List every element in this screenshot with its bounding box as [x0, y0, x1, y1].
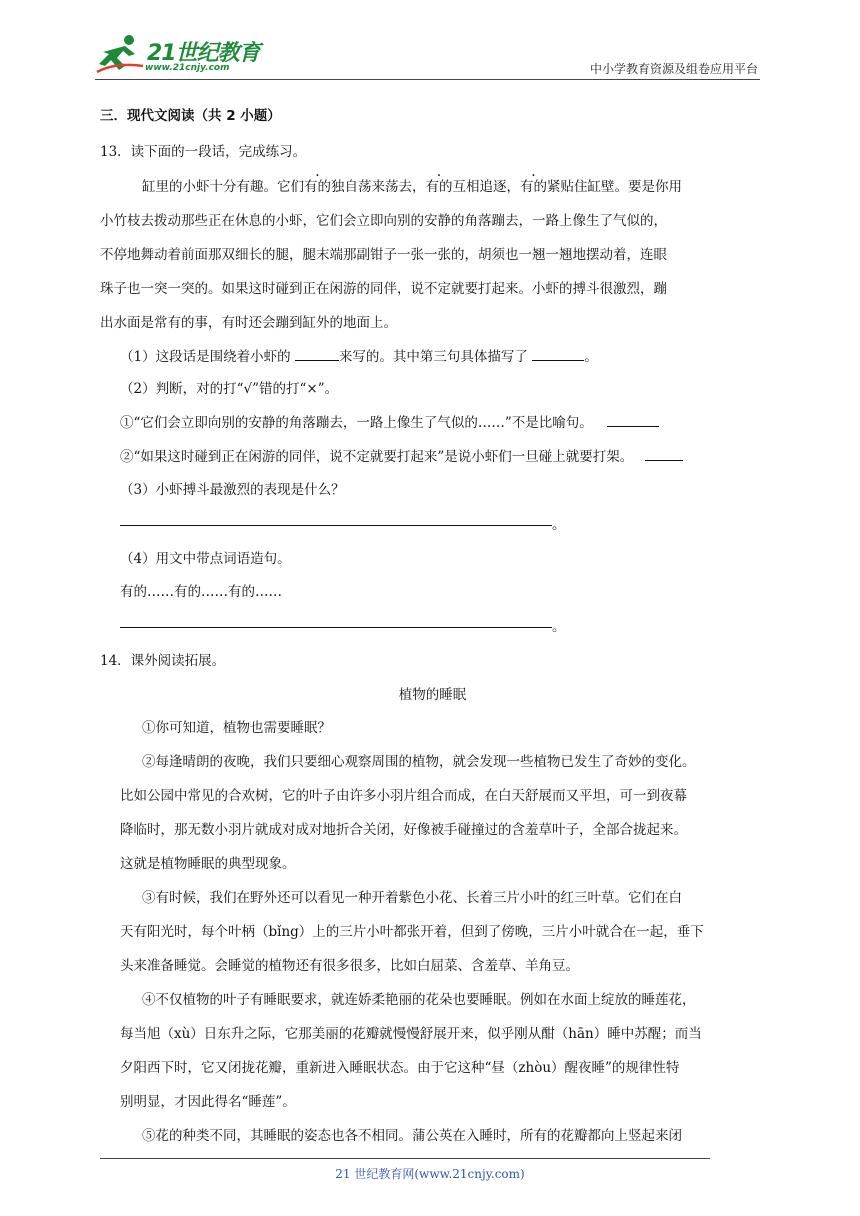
text: （1）这段话是围绕着小虾的	[120, 349, 295, 365]
answer-blank[interactable]	[295, 348, 339, 361]
q14-line: ⑤花的种类不同，其睡眠的姿态也各不相同。蒲公英在入睡时，所有的花瓣都向上竖起来闭	[142, 1128, 682, 1144]
period: 。	[552, 517, 566, 533]
q14-line: ③有时候，我们在野外还可以看见一种开着紫色小花、长着三片小叶的红三叶草。它们在白	[142, 890, 682, 906]
q14-title: 植物的睡眠	[398, 687, 467, 703]
footer-divider	[100, 1158, 710, 1159]
q14-line: 别明显，才因此得名“睡莲”。	[120, 1094, 296, 1110]
text: ②“如果这时碰到正在闲游的同伴，说不定就要打起来”是说小虾们一旦碰上就要打架。	[120, 449, 634, 465]
footer-link[interactable]: 21 世纪教育网(www.21cnjy.com)	[335, 1167, 525, 1181]
page-header	[95, 32, 760, 80]
header-divider	[95, 79, 760, 80]
q13-prompt: 13．读下面的一段话，完成练习。	[100, 144, 307, 160]
q13-sub2: （2）判断，对的打“√”错的打“×”。	[120, 381, 339, 397]
answer-blank[interactable]	[645, 448, 683, 461]
q13-passage-line-3: 不停地舞动着前面那双细长的腿，腿末端那副钳子一张一张的，胡须也一翘一翘地摆动着，连眼	[100, 247, 667, 263]
q14-line: 比如公园中常见的合欢树，它的叶子由许多小羽片组合而成，在白天舒展而又平坦，可一到夜幕	[120, 788, 687, 804]
q14-line: ②每逢晴朗的夜晚，我们只要细心观察周围的植物，就会发现一些植物已发生了奇妙的变化。	[142, 754, 696, 770]
q13-sub4-pattern: 有的……有的……有的……	[120, 584, 282, 600]
text: 来写的。其中第三句具体描写了	[338, 349, 533, 365]
dotted-word: 有的	[520, 179, 547, 195]
q14-line: 每当旭（xù）日东升之际，它那美丽的花瓣就慢慢舒展开来，似乎刚从酣（hān）睡中苏醒；而当	[120, 1026, 702, 1042]
runner-logo-icon	[95, 32, 145, 76]
q13-sub4: （4）用文中带点词语造句。	[120, 551, 291, 567]
period: 。	[552, 619, 566, 635]
q14-line: 头来准备睡觉。会睡觉的植物还有很多很多，比如白屈菜、含羞草、羊角豆。	[120, 958, 579, 974]
section-title: 三．现代文阅读（共 2 小题）	[100, 108, 281, 124]
q14-line: 这就是植物睡眠的典型现象。	[120, 856, 296, 872]
q14-line: 天有阳光时，每个叶柄（bǐng）上的三片小叶都张开着，但到了傍晚，三片小叶就合在一起，垂下	[120, 924, 704, 940]
q14-prompt: 14．课外阅读拓展。	[100, 653, 226, 669]
text: 。	[584, 349, 598, 365]
logo-url: www.21cnjy.com	[145, 63, 230, 73]
answer-line[interactable]	[120, 627, 552, 628]
q14-line: 夕阳西下时，它又闭拢花瓣，重新进入睡眠状态。由于它这种“昼（zhòu）醒夜睡”的规律性特	[120, 1060, 680, 1076]
answer-blank[interactable]	[607, 414, 659, 427]
text: 互相追逐，	[452, 179, 520, 195]
logo-text: 21世纪教育	[147, 41, 260, 66]
q13-passage-line-1	[142, 175, 682, 195]
text: 独自荡来荡去，	[331, 179, 426, 195]
q13-sub1	[120, 345, 598, 365]
q13-sub2-item1	[120, 411, 659, 431]
q14-line: 降临时，那无数小羽片就成对成对地折合关闭，好像被手碰撞过的含羞草叶子，全部合拢起来。	[120, 822, 687, 838]
answer-line[interactable]	[120, 525, 552, 526]
q14-line: ④不仅植物的叶子有睡眠要求，就连娇柔艳丽的花朵也要睡眠。例如在水面上绽放的睡莲花，	[142, 992, 696, 1008]
platform-label: 中小学教育资源及组卷应用平台	[589, 62, 758, 76]
text: 缸里的小虾十分有趣。它们	[142, 179, 304, 195]
q13-passage-line-2: 小竹枝去拨动那些正在休息的小虾，它们会立即向别的安静的角落蹦去，一路上像生了气似的，	[100, 213, 667, 229]
logo	[95, 32, 265, 76]
q13-sub3: （3）小虾搏斗最激烈的表现是什么？	[120, 482, 345, 498]
dotted-word: 有的	[425, 179, 453, 195]
text: 紧贴住缸壁。要是你用	[547, 179, 682, 195]
q13-sub2-item2	[120, 445, 683, 465]
answer-blank[interactable]	[532, 348, 584, 361]
q13-passage-line-4: 珠子也一突一突的。如果这时碰到正在闲游的同伴，说不定就要打起来。小虾的搏斗很激烈，蹦	[100, 281, 667, 297]
q14-line: ①你可知道，植物也需要睡眠？	[142, 720, 331, 736]
dotted-word: 有的	[304, 179, 331, 195]
text: ①“它们会立即向别的安静的角落蹦去，一路上像生了气似的……”不是比喻句。	[120, 415, 593, 431]
q13-passage-line-5: 出水面是常有的事，有时还会蹦到缸外的地面上。	[100, 315, 397, 331]
